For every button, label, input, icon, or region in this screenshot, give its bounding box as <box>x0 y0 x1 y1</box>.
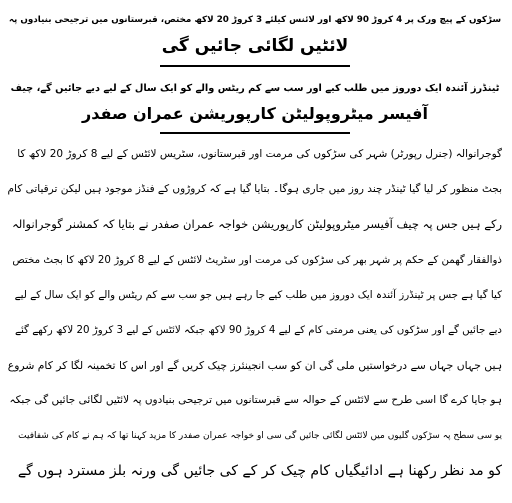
headline-line: لائٹیں لگائی جائیں گی <box>161 36 349 56</box>
body-line: ذوالفقار گھمن کے حکم پر شہر بھر کی سڑکوں کی مرمت اور سٹریٹ لائٹس کے لیے 8 کروڑ 20 لاکھ کا بجٹ مختص <box>12 253 502 266</box>
subheadline-line: ٹینڈرز آئندہ ایک دوروز میں طلب کیے اور سب سے کم ریٹس والے کو ایک سال کے لیے دیے جائیں گے، چیف <box>10 83 500 94</box>
body-line: ہو جایا کرے گا اسی طرح سے لائٹس کے حوالہ سے قبرستانوں میں ترجیحی بنیادوں پہ لائٹیں لگائی جائیں گی جبکہ <box>9 394 502 407</box>
article-body <box>8 142 502 494</box>
body-line: ہیں جہاں جہاں سے درخواستیں ملی گی ان کو سب انجینئرز چیک کریں گے اور اس کا تخمینہ لگا کر کام شروع <box>8 359 502 373</box>
subheadline-line: آفیسر میٹروپولیٹن کارپوریشن عمران صفدر <box>81 104 429 123</box>
headline-line: سڑکوں کے پیچ ورک پر 4 کروڑ 90 لاکھ اور لائنس کیلئے 3 کروڑ 20 لاکھ مختص، قبرستانوں میں ترجیحی بنیادوں پہ <box>8 15 502 25</box>
body-line: دیے جائیں گے اور سڑکوں کی یعنی مرمتی کام کے لیے 4 کروڑ 90 لاکھ جبکہ لائٹس کے لیے 3 کروڑ 20 لاکھ رکھے گئے <box>14 323 502 336</box>
body-line: بجٹ منظور کر لیا گیا ٹینڈر چند روز میں جاری ہوگا۔ بتایا گیا ہے کہ کروڑوں کے فنڈز موجود ہیں لیکن ترقیاتی کام <box>8 183 502 196</box>
body-line: کو مد نظر رکھنا ہے ادائیگیاں کام چیک کر کے کی جائیں گی ورنہ بلز مسترد ہوں گے <box>17 462 502 479</box>
subheadline <box>8 73 502 126</box>
body-line: کیا گیا ہے جس پر ٹینڈرز آئندہ ایک دوروز میں طلب کیے جا رہے ہیں جو سب سے کم ریٹس والے کو ایک سال کے لیے <box>14 288 502 301</box>
divider <box>160 65 350 67</box>
headline <box>8 4 502 59</box>
body-line: رکے ہیں جس پہ چیف آفیسر میٹروپولیٹن کارپوریشن خواجہ عمران صفدر نے بتایا کہ کمشنر گوجرانوالہ <box>12 217 502 232</box>
body-line: یو سی سطح پہ سڑکوں گلیوں میں لائٹس لگائی جائیں گی سی او خواجہ عمران صفدر کا مزید کہنا تھا کہ ہم نے کام کی شفافیت <box>18 430 502 441</box>
body-line: گوجرانوالہ (جنرل رپورٹر) شہر کی سڑکوں کی مرمت اور قبرستانوں، سٹریس لائٹس کے لیے 8 کروڑ 20 لاکھ کا <box>17 148 502 160</box>
divider <box>160 132 350 134</box>
